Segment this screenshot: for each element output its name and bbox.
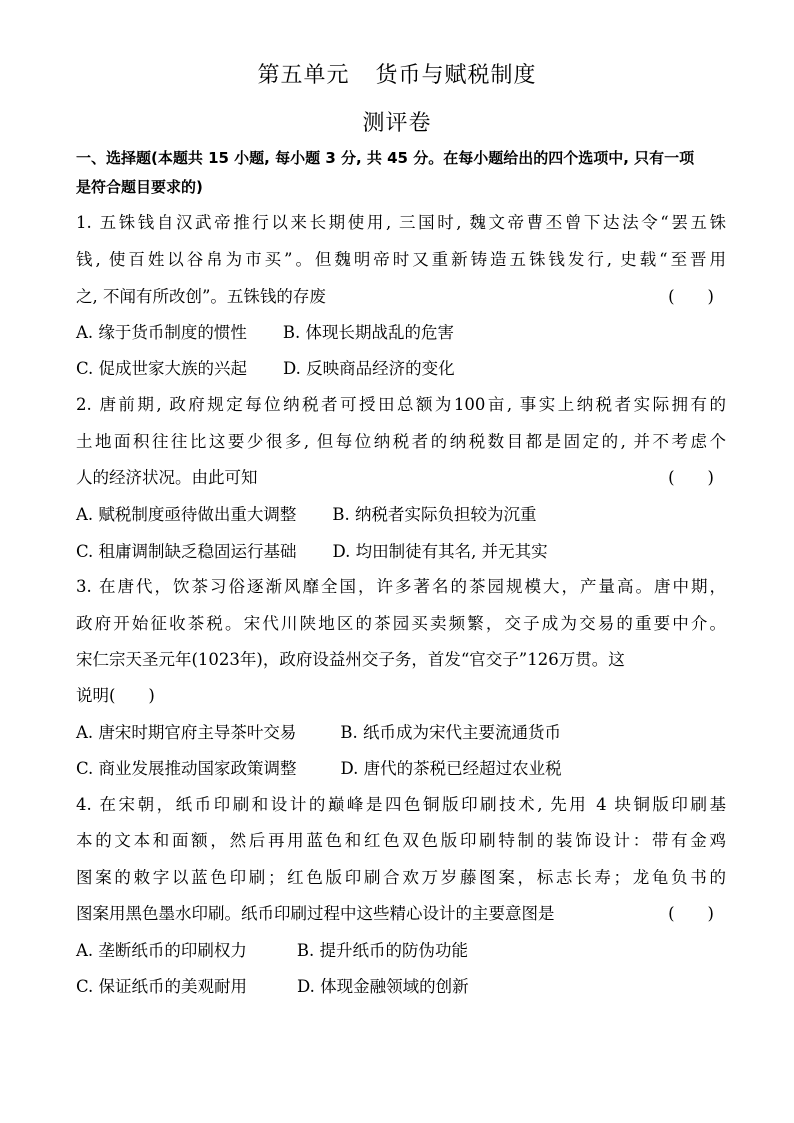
option-a: A. 垄断纸币的印刷权力 — [76, 941, 247, 960]
option-a: A. 缘于货币制度的惯性 — [76, 323, 247, 342]
question-stem-line: 人的经济状况。由此可知 — [76, 468, 258, 487]
option-a: A. 唐宋时期官府主导茶叶交易 — [76, 723, 297, 742]
question-stem-line: 说明( ) — [76, 686, 155, 705]
page-title — [0, 58, 794, 89]
option-row — [76, 357, 726, 381]
option-b: B. 体现长期战乱的危害 — [282, 323, 455, 342]
question-stem-line: 政府开始征收茶税。宋代川陕地区的茶园买卖频繁，交子成为交易的重要中介。 — [76, 614, 726, 633]
question-stem-line: 宋仁宗天圣元年(1023年)，政府设益州交子务，首发“官交子”126万贯。这 — [76, 650, 625, 669]
question-stem-line: 图案用黑色墨水印刷。纸币印刷过程中这些精心设计的主要意图是 — [76, 904, 555, 923]
question-stem-line: 图案的敕字以蓝色印刷；红色版印刷合欢万岁藤图案，标志长寿；龙龟负书的 — [76, 868, 726, 887]
option-d: D. 均田制徒有其名, 并无其实 — [332, 542, 548, 561]
question-stem-line: 土地面积往往比这要少很多, 但每位纳税者的纳税数目都是固定的, 并不考虑个 — [76, 432, 726, 451]
question-stem-line: 3. 在唐代，饮茶习俗逐渐风靡全国，许多著名的茶园规模大，产量高。唐中期， — [76, 577, 726, 596]
unit-label: 第五单元 — [257, 63, 350, 88]
option-b: B. 纸币成为宋代主要流通货币 — [340, 723, 562, 742]
answer-blank: ( ) — [668, 904, 714, 923]
option-row — [76, 975, 726, 999]
question-stem-line: 1. 五铢钱自汉武帝推行以来长期使用, 三国时, 魏文帝曹丕曾下达法令“罢五铢 — [76, 213, 726, 232]
option-d: D. 唐代的茶税已经超过农业税 — [340, 759, 562, 778]
option-a: A. 赋税制度亟待做出重大调整 — [76, 505, 297, 524]
option-b: B. 纳税者实际负担较为沉重 — [332, 505, 537, 524]
option-c: C. 保证纸币的美观耐用 — [76, 977, 248, 996]
option-row — [76, 540, 726, 564]
option-c: C. 商业发展推动国家政策调整 — [76, 759, 297, 778]
option-row — [76, 939, 726, 963]
option-row — [76, 757, 726, 781]
option-d: D. 反映商品经济的变化 — [283, 359, 455, 378]
answer-blank: ( ) — [668, 468, 714, 487]
option-row — [76, 321, 726, 345]
question-stem-line: 钱, 使百姓以谷帛为市买”。但魏明帝时又重新铸造五铢钱发行, 史载“至晋用 — [76, 250, 726, 269]
question-stem-line: 4. 在宋朝，纸币印刷和设计的巅峰是四色铜版印刷技术, 先用 4 块铜版印刷基 — [76, 795, 726, 814]
question-stem-line: 之, 不闻有所改创”。五铢钱的存废 — [76, 287, 326, 306]
answer-blank: ( ) — [668, 287, 714, 306]
option-c: C. 租庸调制缺乏稳固运行基础 — [76, 542, 297, 561]
question-stem-line: 2. 唐前期, 政府规定每位纳税者可授田总额为100亩, 事实上纳税者实际拥有的 — [76, 395, 726, 414]
option-c: C. 促成世家大族的兴起 — [76, 359, 248, 378]
option-d: D. 体现金融领域的创新 — [297, 977, 469, 996]
section-header-line-1: 一、选择题(本题共 15 小题, 每小题 3 分, 共 45 分。在每小题给出的四个选项中, 只有一项 — [76, 149, 695, 167]
section-header-line-2: 是符合题目要求的) — [76, 178, 203, 196]
option-b: B. 提升纸币的防伪功能 — [296, 941, 469, 960]
unit-topic: 货币与赋税制度 — [375, 63, 537, 88]
page-subtitle: 测评卷 — [362, 111, 432, 136]
question-stem-line: 本的文本和面额，然后再用蓝色和红色双色版印刷特制的装饰设计：带有金鸡 — [76, 831, 726, 850]
option-row — [76, 721, 726, 745]
option-row — [76, 503, 726, 527]
